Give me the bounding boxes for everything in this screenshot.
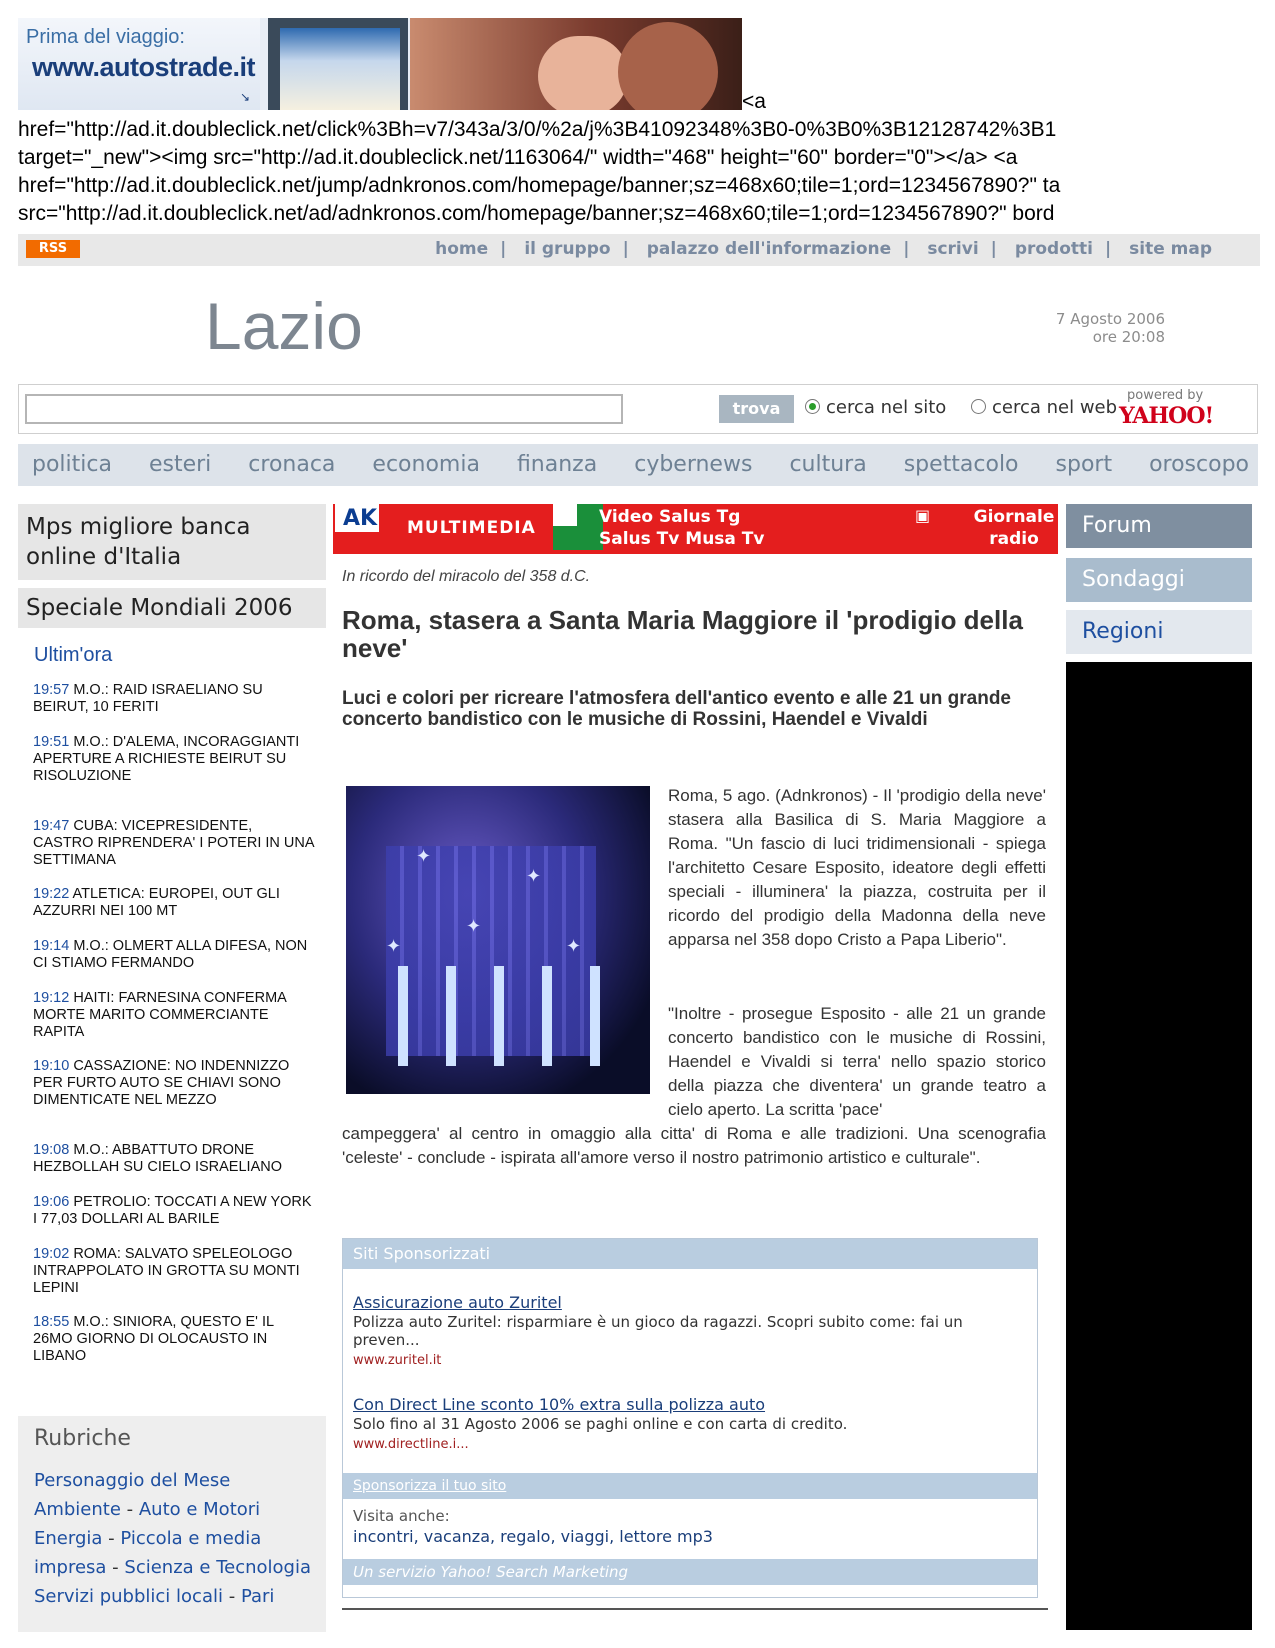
arrow-icon: ↘: [240, 90, 251, 104]
rubrica-line: Energia - Piccola e media: [34, 1528, 262, 1549]
date-time: [1056, 310, 1165, 346]
rubrica-link[interactable]: Ambiente: [34, 1499, 121, 1520]
section-spettacolo[interactable]: spettacolo: [903, 452, 1019, 477]
news-time: 19:57: [33, 682, 70, 698]
autostrade-banner[interactable]: [18, 18, 742, 110]
photo-column: [542, 966, 552, 1066]
rubrica-link[interactable]: impresa: [34, 1557, 107, 1578]
news-text: M.O.: RAID ISRAELIANO SU BEIRUT, 10 FERITI: [33, 682, 263, 715]
visit-label: Visita anche:: [353, 1507, 450, 1525]
banner-photo-child: [538, 36, 628, 110]
news-item[interactable]: [33, 1314, 315, 1365]
section-esteri[interactable]: esteri: [148, 452, 212, 477]
rubrica-line: [34, 1470, 230, 1491]
video-line2: Salus Tv Musa Tv: [599, 529, 765, 549]
ad-link[interactable]: Con Direct Line sconto 10% extra sulla polizza auto: [353, 1395, 766, 1414]
date-time-label: ore 20:08: [1092, 328, 1165, 346]
section-cronaca[interactable]: cronaca: [248, 452, 336, 477]
news-time: 18:55: [33, 1314, 70, 1330]
article-headline: Roma, stasera a Santa Maria Maggiore il 'prodigio della neve': [342, 605, 1023, 663]
section-economia[interactable]: economia: [372, 452, 480, 477]
search-input[interactable]: [25, 394, 623, 424]
raw-html-line: href="http://ad.it.doubleclick.net/jump/adnkronos.com/homepage/banner;sz=468x60;tile=1;ord=1234567890?" ta: [18, 174, 1061, 197]
rubrica-link[interactable]: Servizi pubblici locali: [34, 1586, 223, 1607]
ad-description: Solo fino al 31 Agosto 2006 se paghi online e con carta di credito.: [353, 1415, 848, 1433]
section-finanza[interactable]: finanza: [516, 452, 598, 477]
news-item[interactable]: [33, 886, 315, 920]
nav-site-map[interactable]: site map: [1129, 239, 1212, 259]
visit-links[interactable]: incontri, vacanza, regalo, viaggi, lettore mp3: [353, 1527, 713, 1546]
radio-icon: ▣: [915, 506, 931, 525]
news-item[interactable]: [33, 734, 315, 785]
divider: [342, 1608, 1048, 1610]
section-sport[interactable]: sport: [1055, 452, 1113, 477]
news-item[interactable]: [33, 1194, 315, 1228]
giornale-radio-link[interactable]: Giornale radio: [973, 507, 1055, 549]
photo-facade: [386, 846, 596, 1056]
raw-html-line: <a: [742, 90, 766, 113]
camera-icon: ▣: [559, 506, 575, 525]
radio-search-web[interactable]: [971, 397, 1117, 418]
regioni-link[interactable]: Regioni: [1066, 610, 1252, 654]
section-politica[interactable]: politica: [32, 452, 112, 477]
news-text: ROMA: SALVATO SPELEOLOGO INTRAPPOLATO IN GROTTA SU MONTI LEPINI: [33, 1246, 300, 1296]
nav-prodotti[interactable]: prodotti: [1014, 239, 1093, 259]
news-item[interactable]: [33, 990, 315, 1041]
video-line1: Video Salus Tg: [599, 507, 741, 527]
rubrica-line: impresa - Scienza e Tecnologia: [34, 1557, 312, 1578]
nav-il-gruppo[interactable]: il gruppo: [524, 239, 611, 259]
rubrica-link[interactable]: Pari: [240, 1586, 275, 1607]
radio-web-label: cerca nel web: [992, 397, 1118, 418]
radio-unselected-icon: [971, 399, 986, 414]
ultimora-title: Ultim'ora: [34, 644, 113, 666]
rubrica-link[interactable]: Energia: [34, 1528, 103, 1549]
news-text: PETROLIO: TOCCATI A NEW YORK I 77,03 DOLLARI AL BARILE: [33, 1194, 312, 1227]
promo-mps[interactable]: Mps migliore banca online d'Italia: [18, 504, 326, 580]
news-text: M.O.: D'ALEMA, INCORAGGIANTI APERTURE A RICHIESTE BEIRUT SU RISOLUZIONE: [33, 734, 300, 784]
sondaggi-link[interactable]: Sondaggi: [1066, 558, 1252, 602]
search-bar: [18, 384, 1258, 434]
article-kicker: In ricordo del miracolo del 358 d.C.: [342, 568, 591, 585]
black-ad-area: [1066, 662, 1252, 1630]
ad-url[interactable]: www.zuritel.it: [353, 1353, 442, 1368]
banner-line2: www.autostrade.it: [32, 52, 256, 82]
ad-url[interactable]: www.directline.i...: [353, 1437, 469, 1452]
news-item[interactable]: [33, 1142, 315, 1176]
monitor-screen-image: [280, 28, 400, 110]
news-item[interactable]: [33, 938, 315, 972]
photo-column: [398, 966, 408, 1066]
news-text: CUBA: VICEPRESIDENTE, CASTRO RIPRENDERA' I POTERI IN UNA SETTIMANA: [33, 818, 314, 868]
star-icon: ✦: [386, 936, 402, 957]
news-text: HAITI: FARNESINA CONFERMA MORTE MARITO COMMERCIANTE RAPITA: [33, 990, 287, 1040]
ad-description: Polizza auto Zuritel: risparmiare è un gioco da ragazzi. Scopri subito come: fai un preven...: [353, 1313, 963, 1349]
section-cybernews[interactable]: cybernews: [634, 452, 753, 477]
section-oroscopo[interactable]: oroscopo: [1149, 452, 1250, 477]
star-icon: ✦: [566, 936, 582, 957]
powered-by-label: powered by: [1127, 388, 1204, 403]
rubrica-line: Servizi pubblici locali - Pari: [34, 1586, 275, 1607]
news-item[interactable]: [33, 1058, 315, 1109]
raw-html-line: src="http://ad.it.doubleclick.net/ad/adnkronos.com/homepage/banner;sz=468x60;tile=1;ord=1234567890?" bord: [18, 202, 1055, 225]
sponsored-title: Siti Sponsorizzati: [343, 1239, 1037, 1269]
news-item[interactable]: [33, 1246, 315, 1297]
radio-selected-icon: [805, 399, 820, 414]
top-nav-links: home | il gruppo | palazzo dell'informazione | scrivi | prodotti | site map: [435, 239, 1212, 259]
page-title: Lazio: [205, 289, 363, 363]
promo-mondiali[interactable]: Speciale Mondiali 2006: [18, 588, 326, 628]
rss-button[interactable]: RSS: [26, 240, 80, 258]
raw-html-line: target="_new"><img src="http://ad.it.doubleclick.net/1163064/" width="468" height="60" border="0"></a> <a: [18, 146, 1018, 169]
news-time: 19:47: [33, 818, 70, 834]
yahoo-service-footer: Un servizio Yahoo! Search Marketing: [343, 1559, 1037, 1585]
nav-home[interactable]: home: [435, 239, 489, 259]
ad-link[interactable]: Assicurazione auto Zuritel: [353, 1293, 562, 1312]
radio-search-site[interactable]: [805, 397, 946, 418]
ultimora-box: [18, 634, 326, 1414]
news-time: 19:02: [33, 1246, 70, 1262]
date-day: 7 Agosto 2006: [1055, 310, 1165, 328]
adnkronos-logo[interactable]: [335, 504, 379, 532]
search-button[interactable]: trova: [719, 395, 794, 423]
news-item[interactable]: [33, 682, 315, 716]
news-time: 19:14: [33, 938, 70, 954]
photo-column: [590, 966, 600, 1066]
banner-text-panel: [18, 18, 260, 110]
sponsor-your-site-link[interactable]: Sponsorizza il tuo sito: [343, 1473, 1037, 1499]
news-time: 19:10: [33, 1058, 70, 1074]
raw-html-line: href="http://ad.it.doubleclick.net/click%3Bh=v7/343a/3/0/%2a/j%3B41092348%3B0-0%3B0%3B12128742%3B1: [18, 118, 1057, 141]
article-paragraph-2: "Inoltre - prosegue Esposito - alle 21 un grande concerto bandistico con le musiche di Rossini, Haendel e Vivaldi si terra' nello spazio storico della piazza che diventera' un grande teatro a cielo aperto. La scritta 'pace': [668, 1004, 1046, 1119]
top-navigation: [18, 234, 1260, 266]
multimedia-strip: [333, 504, 1058, 554]
rubrica-link[interactable]: Piccola e media: [120, 1528, 262, 1549]
nav-scrivi[interactable]: scrivi: [927, 239, 979, 259]
section-cultura[interactable]: cultura: [789, 452, 867, 477]
news-text: CASSAZIONE: NO INDENNIZZO PER FURTO AUTO SE CHIAVI SONO DIMENTICATE NEL MEZZO: [33, 1058, 290, 1108]
news-time: 19:12: [33, 990, 70, 1006]
nav-palazzo[interactable]: palazzo dell'informazione: [646, 239, 892, 259]
rubrica-link[interactable]: Scienza e Tecnologia: [124, 1557, 312, 1578]
star-icon: ✦: [526, 866, 542, 887]
news-time: 19:06: [33, 1194, 70, 1210]
news-text: M.O.: OLMERT ALLA DIFESA, NON CI STIAMO FERMANDO: [33, 938, 308, 971]
sponsored-box: [342, 1238, 1038, 1598]
banner-line1: Prima del viaggio:: [26, 26, 185, 48]
article-paragraph-3: campeggera' al centro in omaggio alla citta' di Roma e alle tradizioni. Una scenografia 'celeste' - conclude - ispirata all'amore verso il nostro patrimonio artistico e culturale".: [342, 1124, 1046, 1167]
radio-site-label: cerca nel sito: [826, 397, 947, 418]
article-paragraph-1: Roma, 5 ago. (Adnkronos) - Il 'prodigio della neve' stasera alla Basilica di S. Maria Maggiore a Roma. "Un fascio di luci tridimensionali - spiega l'architetto Cesare Esposito, ideatore degli effetti speciali - illuminera' la piazza, costruita per il ricordo del prodigio della Madonna della neve apparsa nel 358 dopo Cristo a Papa Liberio".: [668, 786, 1046, 949]
yahoo-logo: YAHOO!: [1119, 403, 1214, 429]
news-time: 19:22: [33, 886, 70, 902]
star-icon: ✦: [416, 846, 432, 867]
logo-text: AK: [343, 506, 378, 531]
news-text: M.O.: SINIORA, QUESTO E' IL 26MO GIORNO DI OLOCAUSTO IN LIBANO: [33, 1314, 274, 1364]
news-time: 19:08: [33, 1142, 70, 1158]
article-photo: [346, 786, 650, 1094]
article-subhead: Luci e colori per ricreare l'atmosfera dell'antico evento e alle 21 un grande concerto bandistico con le musiche di Rossini, Haendel e Vivaldi: [342, 688, 1011, 730]
forum-link[interactable]: Forum: [1066, 504, 1252, 548]
rubrica-link[interactable]: Auto e Motori: [138, 1499, 261, 1520]
rubriche-box: [18, 1416, 326, 1632]
multimedia-title: MULTIMEDIA: [407, 518, 536, 538]
rubrica-link[interactable]: Personaggio del Mese: [34, 1470, 231, 1491]
news-text: ATLETICA: EUROPEI, OUT GLI AZZURRI NEI 100 MT: [33, 886, 280, 919]
news-time: 19:51: [33, 734, 70, 750]
section-navigation: [18, 444, 1258, 486]
news-text: M.O.: ABBATTUTO DRONE HEZBOLLAH SU CIELO ISRAELIANO: [33, 1142, 282, 1175]
rubrica-line: Ambiente - Auto e Motori: [34, 1499, 261, 1520]
star-icon: ✦: [466, 916, 482, 937]
rubriche-title: Rubriche: [34, 1426, 131, 1451]
photo-column: [446, 966, 456, 1066]
photo-column: [494, 966, 504, 1066]
news-item[interactable]: [33, 818, 315, 869]
multimedia-video-links[interactable]: [599, 506, 764, 550]
